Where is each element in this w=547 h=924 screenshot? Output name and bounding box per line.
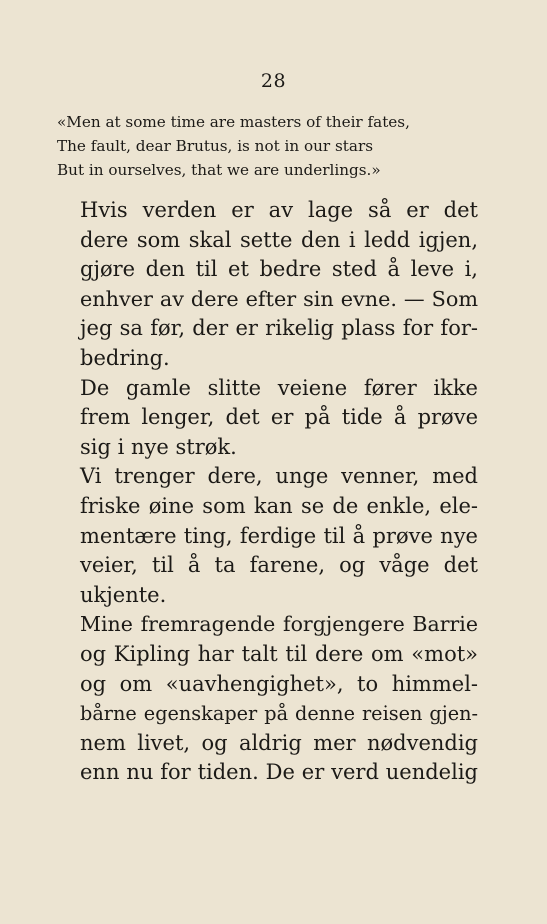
text-line: friske øine som kan se de enkle, ele-: [80, 493, 478, 518]
text-line: Vi trenger dere, unge venner, med: [80, 464, 478, 489]
epigraph-line: The fault, dear Brutus, is not in our stars: [57, 137, 374, 155]
text-line: nem livet, og aldrig mer nødvendig: [80, 730, 478, 755]
text-line: jeg sa før, der er rikelig plass for for-: [80, 316, 478, 341]
text-line: dere som skal sette den i ledd igjen,: [80, 227, 478, 252]
epigraph-quote: [57, 110, 477, 182]
paragraph: [80, 196, 478, 374]
text-line: sig i nye strøk.: [80, 434, 237, 459]
epigraph-line: But in ourselves, that we are underlings.»: [57, 161, 381, 179]
text-line: mentære ting, ferdige til å prøve nye: [80, 523, 478, 548]
text-line: veier, til å ta farene, og våge det: [80, 553, 478, 578]
text-line: frem lenger, det er på tide å prøve: [80, 405, 478, 430]
text-line: gjøre den til et bedre sted å leve i,: [80, 257, 478, 282]
text-line: og om «uavhengighet», to himmel-: [80, 671, 478, 696]
text-line: De gamle slitte veiene fører ikke: [80, 375, 478, 400]
text-line: enn nu for tiden. De er verd uendelig: [80, 760, 478, 785]
paragraph: [80, 610, 478, 788]
epigraph-line: «Men at some time are masters of their fates,: [57, 113, 410, 131]
body-text: [80, 196, 478, 788]
text-line: bårne egenskaper på denne reisen gjen-: [80, 702, 478, 726]
paragraph: [80, 374, 478, 463]
text-line: Hvis verden er av lage så er det: [80, 198, 478, 222]
text-line: Mine fremragende forgjengere Barrie: [80, 612, 478, 637]
paragraph: [80, 462, 478, 610]
text-line: og Kipling har talt til dere om «mot»: [80, 641, 478, 666]
text-line: ukjente.: [80, 582, 167, 607]
text-line: bedring.: [80, 345, 170, 370]
text-line: enhver av dere efter sin evne. — Som: [80, 286, 478, 311]
page-number: 28: [260, 70, 287, 92]
